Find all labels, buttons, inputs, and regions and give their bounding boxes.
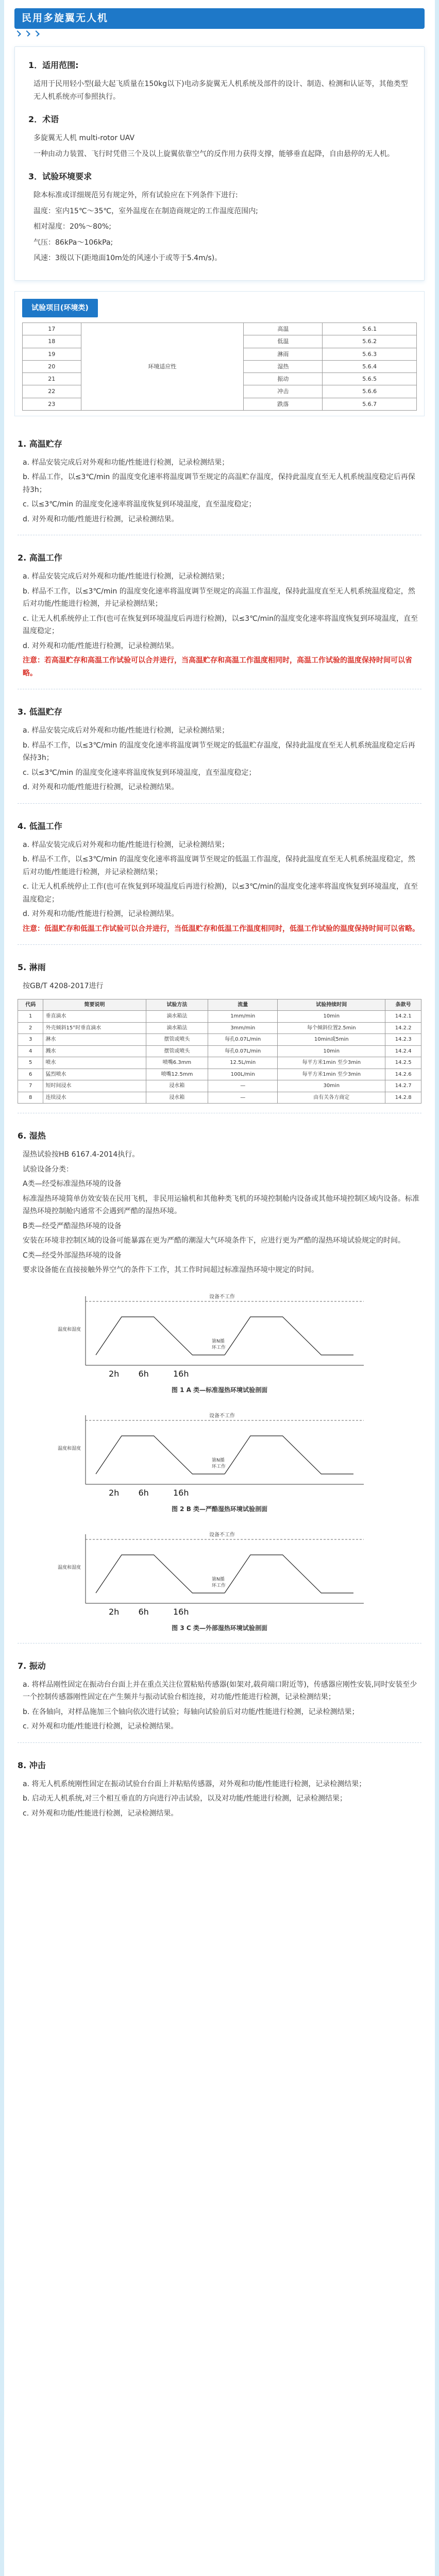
env-text-1: 除本标准或详细规范另有规定外，所有试验应在下列条件下进行: [33, 191, 238, 199]
s2-note: 注意：若高温贮存和高温工作试验可以合并进行，当高温贮存和高温工作温度相同时，高温工作试验的温度保持时间可以省略。 [23, 656, 412, 677]
table-cell: 振动 [244, 373, 323, 385]
chart-top-label: 设备不工作 [209, 1532, 235, 1538]
table-cell: 14.2.4 [385, 1045, 421, 1057]
table-row [18, 1069, 421, 1080]
humidity-figure-3 [18, 1523, 421, 1634]
s4-heading: 4. 低温工作 [18, 821, 62, 831]
env-text-3: 相对湿度：20%～80%; [33, 223, 111, 231]
table-cell: 滴水箱法 [146, 1011, 208, 1023]
table-cell: 14.2.2 [385, 1022, 421, 1034]
table-cell: 1 [18, 1011, 43, 1023]
table-cell: 10min或5min [278, 1034, 385, 1046]
table-cell: 短时间浸水 [43, 1080, 146, 1092]
table-header-cell: 代码 [18, 999, 43, 1011]
table-cell: 垂直滴水 [43, 1011, 146, 1023]
scope-heading: 1．适用范围: [28, 60, 79, 70]
s6-c-title: C类—经受外部湿热环境的设备 [23, 1251, 122, 1260]
s8-a: a. 将无人机系统刚性固定在振动试验台台面上并粘贴传感器，对外观和功能/性能进行检测，记录检测结果； [23, 1780, 366, 1788]
table-cell: 8 [18, 1092, 43, 1104]
s4-note: 注意：低温贮存和低温工作试验可以合并进行，当低温贮存和低温工作温度相同时，低温工作试验的温度保持时间可以省略。 [23, 924, 419, 933]
cycle-label: 环工作 [212, 1464, 226, 1469]
profile-curve [225, 1317, 353, 1355]
table-cell: 浸水箱 [146, 1080, 208, 1092]
humidity-figure-2 [18, 1404, 421, 1515]
s6-b-text: 安装在环境非控制区域的设备可能暴露在更为严酷的潮湿大气环境条件下，应进行更为严酷的湿热环境试验规定的时间。 [23, 1236, 405, 1245]
table-cell: 3 [18, 1034, 43, 1046]
chart-left-label: 温度和湿度 [58, 1327, 81, 1332]
s2-a: a. 样品安装完成后对外观和功能/性能进行检测，记录检测结果； [23, 572, 229, 581]
table-cell: 19 [23, 348, 81, 360]
s7-a: a. 将样品刚性固定在振动台台面上并在重点关注位置粘贴传感器(如架对,载荷端口附近等)，传感器应刚性安装,同时安装至少一个控制传感器刚性固定在产生频并与振动试验台相连接，对功能/性能进行检测，记录检测结果； [23, 1680, 417, 1702]
s7-heading: 7. 振动 [18, 1660, 46, 1671]
time-label: 16h [173, 1606, 189, 1617]
table-cell: 每孔0.07L/min [208, 1034, 278, 1046]
s3-a: a. 样品安装完成后对外观和功能/性能进行检测，记录检测结果； [23, 726, 229, 735]
table-header-cell: 试验持续时间 [278, 999, 385, 1011]
table-cell: 每个倾斜位置2.5min [278, 1022, 385, 1034]
table-cell: 冲击 [244, 385, 323, 398]
table-cell: 4 [18, 1045, 43, 1057]
table-cell: 5.6.3 [323, 348, 417, 360]
env-heading: 3．试验环境要求 [28, 172, 92, 181]
humidity-profile-chart [55, 1285, 384, 1383]
table-cell: 连续浸水 [43, 1092, 146, 1104]
time-label: 2h [109, 1487, 120, 1498]
table-cell: 14.2.6 [385, 1069, 421, 1080]
table-cell: 5 [18, 1057, 43, 1069]
s1-c: c. 以≤3℃/min 的温度变化速率将温度恢复到环境温度，直至温度稳定； [23, 500, 256, 509]
s2-heading: 2. 高温工作 [18, 553, 62, 563]
table-cell: 5.6.4 [323, 360, 417, 372]
s6-a-text: 标准湿热环境简单仿效安装在民用飞机，非民用运输机和其他种类飞机的环境控制舱内设备或其他环境控制区域内设备。标准湿热环境控制舱内通常不会遇到严酷的湿热环境。 [23, 1194, 419, 1216]
table-cell: 22 [23, 385, 81, 398]
time-label: 6h [138, 1606, 149, 1617]
s1-d: d. 对外观和功能/性能进行检测，记录检测结果。 [23, 515, 179, 523]
humidity-figure-1 [18, 1285, 421, 1396]
table-cell: 喷嘴6.3mm [146, 1057, 208, 1069]
time-label: 2h [109, 1368, 120, 1379]
chart-top-label: 设备不工作 [209, 1413, 235, 1419]
table-cell: 5.6.5 [323, 373, 417, 385]
table-row [18, 1080, 421, 1092]
s7-b: b. 在各轴向，对样品施加三个轴向依次进行试验；每轴向试验前后对功能/性能进行检测，记录检测结果； [23, 1707, 359, 1716]
divider [18, 1742, 421, 1743]
terms-term: 多旋翼无人机 multi-rotor UAV [33, 134, 135, 142]
s2-c: c. 让无人机系统停止工作(也可在恢复到环境温度后再进行检测)，以≤3℃/min的温度变化速率将温度恢复到环境温度，直至温度稳定； [23, 614, 418, 636]
figure-3-caption: 图 3 C 类—外部湿热环境试验剖面 [172, 1624, 267, 1632]
table-cell: 14.2.3 [385, 1034, 421, 1046]
time-label: 6h [138, 1487, 149, 1498]
s5-heading: 5. 淋雨 [18, 962, 46, 973]
table-row [18, 1011, 421, 1023]
cycle-label: 第N循 [212, 1338, 225, 1344]
profile-curve [96, 1555, 225, 1593]
intro-block [14, 46, 425, 281]
table-cell: 由有关各方商定 [278, 1092, 385, 1104]
table-row [18, 1045, 421, 1057]
chart-left-label: 温度和湿度 [58, 1446, 81, 1451]
time-label: 2h [109, 1606, 120, 1617]
table-cell: 20 [23, 360, 81, 372]
profile-curve [96, 1317, 225, 1355]
terms-definition: 一种由动力装置、飞行时凭借三个及以上旋翼依靠空气的反作用力获得支撑，能够垂直起降，自由悬停的无人机。 [33, 149, 394, 158]
table-cell: 14.2.5 [385, 1057, 421, 1069]
profile-curve [225, 1555, 353, 1593]
table-cell: 2 [18, 1022, 43, 1034]
content-body [4, 416, 435, 1820]
chevron-icon [15, 30, 21, 37]
cycle-label: 环工作 [212, 1583, 226, 1588]
s4-d: d. 对外观和功能/性能进行检测，记录检测结果。 [23, 910, 179, 919]
chevron-icon [24, 30, 30, 37]
table-cell: 低温 [244, 335, 323, 348]
s3-heading: 3. 低温贮存 [18, 707, 62, 717]
table-cell: 23 [23, 398, 81, 410]
items-table-tag: 试验项目(环境类) [22, 299, 98, 318]
s3-c: c. 以≤3℃/min 的温度变化速率将温度恢复到环境温度，直至温度稳定； [23, 768, 256, 777]
table-cell: 摆管或喷头 [146, 1034, 208, 1046]
table-header-cell: 简要说明 [43, 999, 146, 1011]
s6-a-title: A类—经受标准湿热环境的设备 [23, 1180, 122, 1189]
s3-b: b. 样品不工作，以≤3℃/min 的温度变化速率将温度调节至规定的低温贮存温度，保持此温度直至无人机系统温度稳定后再保持3h； [23, 741, 415, 762]
s8-b: b. 启动无人机系统,对三个相互垂直的方向进行冲击试验，以及对功能/性能进行检测，记录检测结果； [23, 1794, 347, 1803]
table-cell: 每平方米1min 至少3min [278, 1069, 385, 1080]
table-cell: 1mm/min [208, 1011, 278, 1023]
table-cell: 3mm/min [208, 1022, 278, 1034]
table-cell: 喷水 [43, 1057, 146, 1069]
time-label: 16h [173, 1487, 189, 1498]
s1-b: b. 样品工作，以≤3℃/min 的温度变化速率将温度调节至规定的高温贮存温度，保持此温度直至无人机系统温度稳定后再保持3h； [23, 473, 415, 494]
profile-curve [225, 1436, 353, 1474]
items-table-box [14, 291, 425, 416]
table-cell: 6 [18, 1069, 43, 1080]
s5-subtitle: 按GB/T 4208-2017进行 [23, 982, 104, 991]
chevron-icon [33, 30, 40, 37]
table-row [18, 1022, 421, 1034]
table-cell: 17 [23, 323, 81, 335]
table-cell: 外壳倾斜15°时垂直滴水 [43, 1022, 146, 1034]
cycle-label: 第N循 [212, 1458, 225, 1463]
table-cell: 12.5L/min [208, 1057, 278, 1069]
chart-left-label: 温度和湿度 [58, 1565, 81, 1570]
s6-standard: 湿热试验按HB 6167.4-2014执行。 [23, 1150, 140, 1159]
humidity-profile-chart [55, 1404, 384, 1502]
figure-1-caption: 图 1 A 类—标准湿热环境试验剖面 [171, 1386, 268, 1394]
banner-chevrons [14, 31, 425, 37]
table-cell: 21 [23, 373, 81, 385]
s6-heading: 6. 湿热 [18, 1131, 46, 1141]
s1-a: a. 样品安装完成后对外观和功能/性能进行检测，记录检测结果； [23, 458, 229, 467]
items-table [22, 323, 417, 411]
s6-b-title: B类—经受严酷湿热环境的设备 [23, 1222, 122, 1230]
table-cell: — [208, 1080, 278, 1092]
s8-c: c. 对外观和功能/性能进行检测，记录检测结果。 [23, 1809, 178, 1818]
table-cell: 10min [278, 1011, 385, 1023]
table-row [18, 1092, 421, 1104]
table-cell: 30min [278, 1080, 385, 1092]
s2-b: b. 样品不工作，以≤3℃/min 的温度变化速率将温度调节至规定的高温工作温度，保持此温度直至无人机系统温度稳定，然后对功能/性能进行检测，并记录检测结果； [23, 587, 415, 608]
cycle-label: 环工作 [212, 1345, 226, 1350]
table-cell: 5.6.1 [323, 323, 417, 335]
table-header-cell: 试验方法 [146, 999, 208, 1011]
profile-curve [96, 1436, 225, 1474]
s6-class-title: 试验设备分类： [23, 1165, 73, 1174]
banner-title: 民用多旋翼无人机 [22, 12, 109, 24]
table-cell: 浸水箱 [146, 1092, 208, 1104]
table-cell: 跌落 [244, 398, 323, 410]
scope-text: 适用于民用轻小型(最大起飞质量在150kg以下)电动多旋翼无人机系统及部件的设计、制造、检测和认证等，其他类型无人机系统亦可参照执行。 [33, 80, 408, 101]
env-text-2: 温度：室内15℃～35℃，室外温度在在制造商规定的工作温度范围内; [33, 207, 258, 215]
table-cell: 10min [278, 1045, 385, 1057]
s3-d: d. 对外观和功能/性能进行检测，记录检测结果。 [23, 783, 179, 792]
table-cell: 5.6.6 [323, 385, 417, 398]
divider [18, 944, 421, 945]
table-cell: 摆管或喷头 [146, 1045, 208, 1057]
table-row [18, 1034, 421, 1046]
table-cell: — [208, 1092, 278, 1104]
table-row [23, 323, 417, 335]
s4-c: c. 让无人机系统停止工作(也可在恢复到环境温度后再进行检测)，以≤3℃/min的温度变化速率将温度恢复到环境温度，直至温度稳定； [23, 883, 418, 904]
env-text-5: 风速：3级以下(距地面10m处的风速小于或等于5.4m/s)。 [33, 254, 222, 262]
env-text-4: 气压：86kPa～106kPa; [33, 238, 113, 247]
rain-test-table [18, 999, 421, 1104]
table-cell: 14.2.7 [385, 1080, 421, 1092]
table-header-cell: 流量 [208, 999, 278, 1011]
s2-d: d. 对外观和功能/性能进行检测，记录检测结果。 [23, 641, 179, 650]
table-header-cell: 条款号 [385, 999, 421, 1011]
table-cell: 5.6.7 [323, 398, 417, 410]
table-cell: 18 [23, 335, 81, 348]
table-cell: 每平方米1min 至少3min [278, 1057, 385, 1069]
s4-b: b. 样品不工作，以≤3℃/min 的温度变化速率将温度调节至规定的低温工作温度，保持此温度直至无人机系统温度稳定，然后对功能/性能进行检测，并记录检测结果； [23, 855, 415, 876]
table-cell: 溅水 [43, 1045, 146, 1057]
table-cell: 猛烈喷水 [43, 1069, 146, 1080]
table-cell: 环境适应性 [81, 323, 244, 411]
table-cell: 100L/min [208, 1069, 278, 1080]
s7-c: c. 对外观和功能/性能进行检测，记录检测结果。 [23, 1722, 178, 1731]
table-cell: 湿热 [244, 360, 323, 372]
time-label: 16h [173, 1368, 189, 1379]
table-cell: 淋水 [43, 1034, 146, 1046]
terms-heading: 2．术语 [28, 114, 59, 124]
humidity-profile-chart [55, 1523, 384, 1621]
table-cell: 淋雨 [244, 348, 323, 360]
table-cell: 高温 [244, 323, 323, 335]
s8-heading: 8. 冲击 [18, 1760, 46, 1770]
s6-c-text: 要求设备能在直接接触外界空气的条件下工作，其工作时间超过标准湿热环境中规定的时间。 [23, 1266, 318, 1275]
chart-top-label: 设备不工作 [209, 1294, 235, 1300]
table-row [18, 1057, 421, 1069]
table-cell: 每孔0.07L/min [208, 1045, 278, 1057]
table-cell: 5.6.2 [323, 335, 417, 348]
table-cell: 滴水箱法 [146, 1022, 208, 1034]
s4-a: a. 样品安装完成后对外观和功能/性能进行检测，记录检测结果； [23, 840, 229, 849]
table-cell: 7 [18, 1080, 43, 1092]
section-banner [14, 8, 425, 29]
cycle-label: 第N循 [212, 1577, 225, 1582]
s1-heading: 1. 高温贮存 [18, 438, 62, 449]
table-cell: 14.2.8 [385, 1092, 421, 1104]
table-cell: 喷嘴12.5mm [146, 1069, 208, 1080]
time-label: 6h [138, 1368, 149, 1379]
figure-2-caption: 图 2 B 类—严酷湿热环境试验剖面 [171, 1505, 268, 1513]
table-cell: 14.2.1 [385, 1011, 421, 1023]
divider [18, 803, 421, 804]
